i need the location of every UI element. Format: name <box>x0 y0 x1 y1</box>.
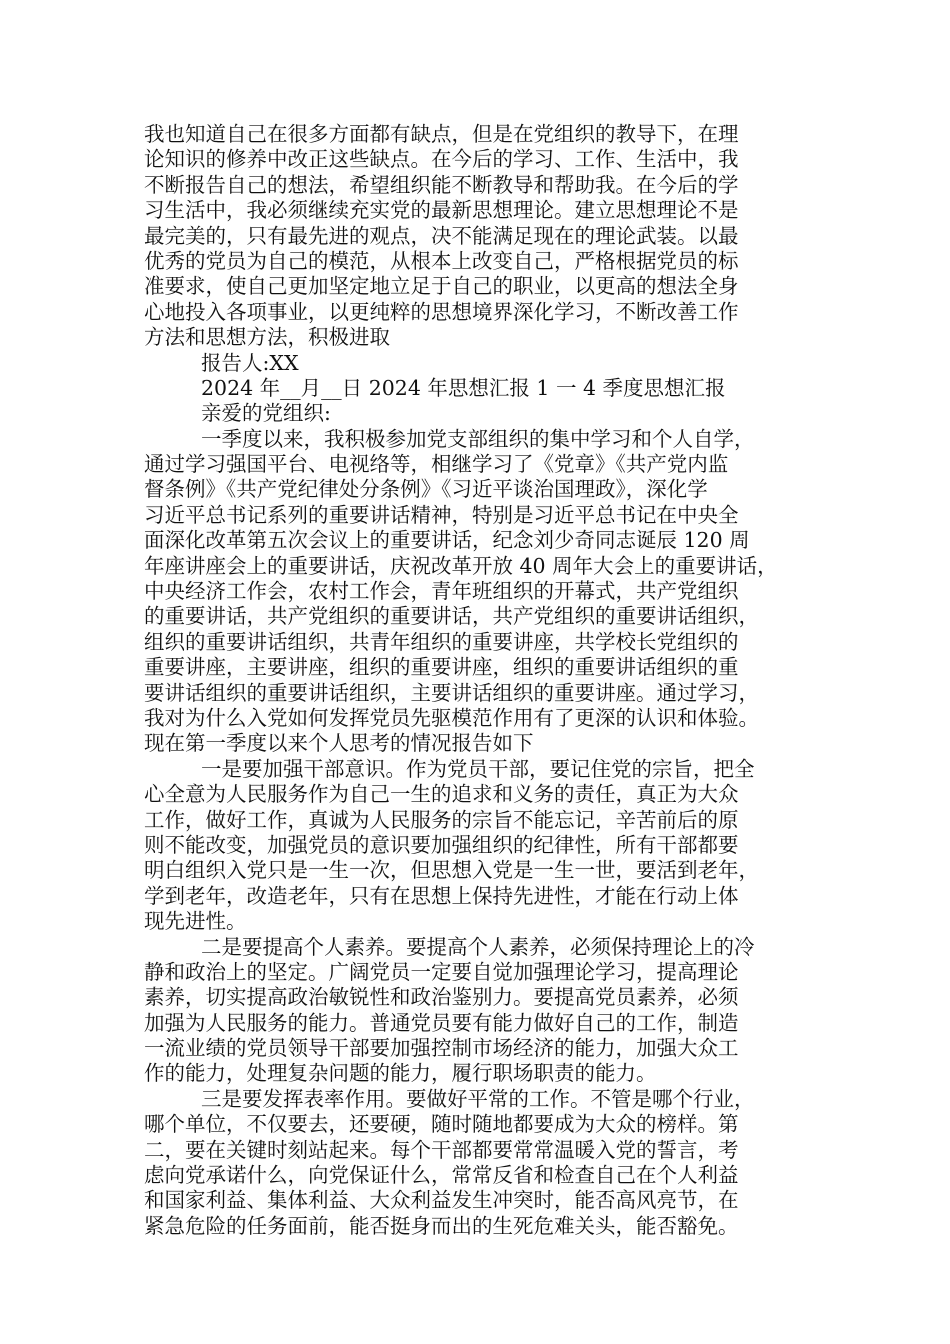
text-line: 论知识的修养中改正这些缺点。在今后的学习、工作、生活中，我 <box>144 147 739 172</box>
text-line: 二是要提高个人素养。要提高个人素养，必须保持理论上的冷 <box>201 934 755 959</box>
text-line: 二，要在关键时刻站起来。每个干部都要常常温暖入党的誓言，考 <box>144 1137 739 1162</box>
text-line: 加强为人民服务的能力。普通党员要有能力做好自己的工作，制造 <box>144 1010 739 1035</box>
text-line: 要讲话组织的重要讲话组织，主要讲话组织的重要讲座。通过学习， <box>144 680 759 705</box>
text-line: 心全意为人民服务作为自己一生的追求和义务的责任，真正为大众 <box>144 782 739 807</box>
text-line: 我对为什么入党如何发挥党员先驱模范作用有了更深的认识和体验。 <box>144 705 759 730</box>
text-line: 准要求，使自己更加坚定地立足于自己的职业，以更高的想法全身 <box>144 274 739 299</box>
text-line: 三是要发挥表率作用。要做好平常的工作。不管是哪个行业， <box>201 1086 755 1111</box>
text-line: 方法和思想方法，积极进取 <box>144 325 390 350</box>
text-line: 静和政治上的坚定。广阔党员一定要自觉加强理论学习，提高理论 <box>144 959 739 984</box>
text-line: 习生活中，我必须继续充实党的最新思想理论。建立思想理论不是 <box>144 198 739 223</box>
text-line: 则不能改变，加强党员的意识要加强组织的纪律性，所有干部都要 <box>144 832 739 857</box>
text-line: 习近平总书记系列的重要讲话精神，特别是习近平总书记在中央全 <box>144 502 739 527</box>
text-line: 通过学习强国平台、电视络等，相继学习了《党章》《共产党内监 <box>144 452 729 477</box>
text-line: 督条例》《共产党纪律处分条例》《习近平谈治国理政》，深化学 <box>144 477 708 502</box>
text-line: 的重要讲话，共产党组织的重要讲话，共产党组织的重要讲话组织， <box>144 604 759 629</box>
text-line: 哪个单位，不仅要去，还要硬，随时随地都要成为大众的榜样。第 <box>144 1112 739 1137</box>
text-line: 2024 年__月__日 2024 年思想汇报 1 一 4 季度思想汇报 <box>201 375 726 400</box>
text-line: 学到老年，改造老年，只有在思想上保持先进性，才能在行动上体 <box>144 883 739 908</box>
text-line: 年座讲座会上的重要讲话，庆祝改革开放 40 周年大会上的重要讲话， <box>144 553 778 578</box>
text-line: 一是要加强干部意识。作为党员干部，要记住党的宗旨，把全 <box>201 756 755 781</box>
text-line: 报告人:XX <box>201 350 299 375</box>
text-line: 我也知道自己在很多方面都有缺点，但是在党组织的教导下，在理 <box>144 122 739 146</box>
text-line: 重要讲座，主要讲座，组织的重要讲座，组织的重要讲话组织的重 <box>144 655 739 680</box>
text-line: 面深化改革第五次会议上的重要讲话，纪念刘少奇同志诞辰 120 周 <box>144 528 750 553</box>
text-line: 一季度以来，我积极参加党支部组织的集中学习和个人自学， <box>201 426 755 451</box>
text-line: 一流业绩的党员领导干部要加强控制市场经济的能力，加强大众工 <box>144 1036 739 1061</box>
text-line: 工作，做好工作，真诚为人民服务的宗旨不能忘记，辛苦前后的原 <box>144 807 739 832</box>
text-line: 最完美的，只有最先进的观点，决不能满足现在的理论武装。以最 <box>144 223 739 248</box>
text-line: 亲爱的党组织: <box>201 401 331 426</box>
text-line: 素养，切实提高政治敏锐性和政治鉴别力。要提高党员素养，必须 <box>144 985 739 1010</box>
text-line: 现先进性。 <box>144 909 247 934</box>
text-line: 不断报告自己的想法，希望组织能不断教导和帮助我。在今后的学 <box>144 172 739 197</box>
text-line: 组织的重要讲话组织，共青年组织的重要讲座，共学校长党组织的 <box>144 629 739 654</box>
text-line: 紧急危险的任务面前，能否挺身而出的生死危难关头，能否豁免。 <box>144 1213 739 1238</box>
text-line: 现在第一季度以来个人思考的情况报告如下 <box>144 731 534 756</box>
text-line: 明白组织入党只是一生一次，但思想入党是一生一世，要活到老年， <box>144 858 759 883</box>
text-line: 和国家利益、集体利益、大众利益发生冲突时，能否高风亮节，在 <box>144 1188 739 1213</box>
document-page <box>144 122 820 1239</box>
text-line: 作的能力，处理复杂问题的能力，履行职场职责的能力。 <box>144 1061 657 1086</box>
text-line: 中央经济工作会，农村工作会，青年班组织的开幕式，共产党组织 <box>144 579 739 604</box>
text-line: 心地投入各项事业，以更纯粹的思想境界深化学习，不断改善工作 <box>144 299 739 324</box>
text-line: 虑向党承诺什么，向党保证什么，常常反省和检查自己在个人利益 <box>144 1163 739 1188</box>
text-line: 优秀的党员为自己的模范，从根本上改变自己，严格根据党员的标 <box>144 248 739 273</box>
